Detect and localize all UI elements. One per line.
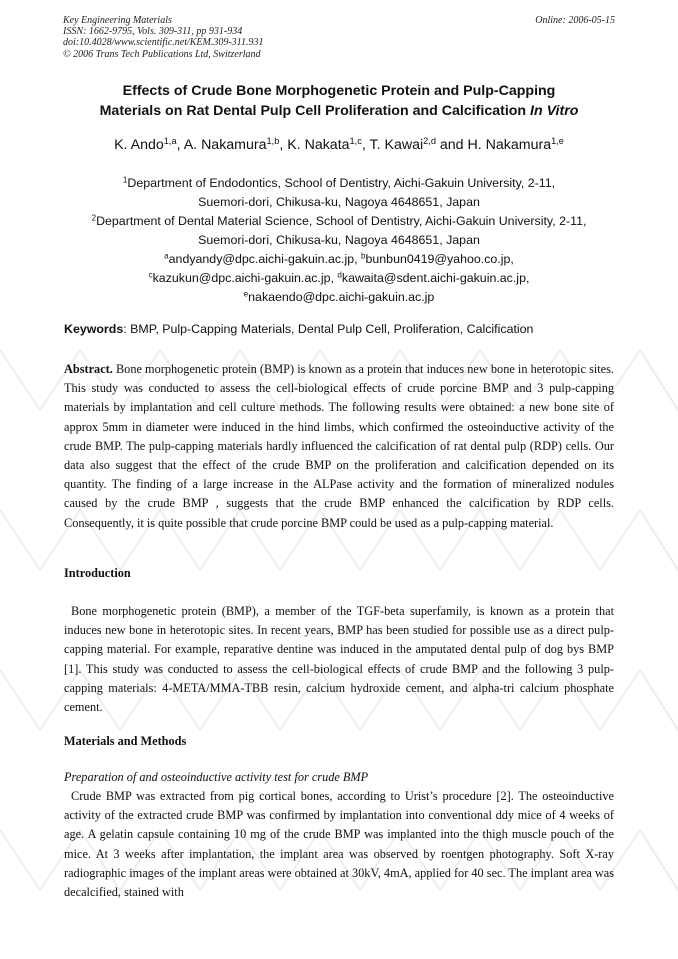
methods-paragraph: Crude BMP was extracted from pig cortical bones, according to Urist’s procedure [2]. The osteoinductive activity of the extracted crude BMP was confirmed by implantation into conventional ddy mice of 4 weeks of age. A gelatin capsule containing 10 mg of the crude BMP was implanted into the thigh muscle pouch of the mice. At 3 weeks after implantation, the implant area was observed by roentgen photography. Soft X-ray radiographic images of the implant areas were obtained at 30kV, 4mA, applied for 40 sec. The implant area was decalcified, stained with (64, 789, 614, 900)
abstract-paragraph (64, 360, 614, 533)
title-italic: In Vitro (530, 103, 579, 119)
keywords-line (64, 322, 533, 336)
online-date: Online: 2006-05-15 (535, 15, 615, 26)
journal-name: Key Engineering Materials (63, 15, 172, 26)
introduction-heading: Introduction (64, 566, 131, 580)
author: K. Nakata (287, 137, 350, 153)
title-line-2: Materials on Rat Dental Pulp Cell Proliferation and Calcification In Vitro (99, 103, 579, 119)
author: K. Ando (114, 137, 164, 153)
methods-heading: Materials and Methods (64, 734, 187, 748)
introduction-paragraph: Bone morphogenetic protein (BMP), a member of the TGF-beta superfamily, is known as a protein that induces new bone in heterotopic sites. In recent years, BMP has been studied for possible use as a direct pulp-capping material. For example, reparative dentine was induced in the amputated dental pulp of dog bys BMP [1]. This study was conducted to assess the cell-biological effects of crude BMP and the following 3 pulp-capping materials: 4-META/MMA-TBB resin, calcium hydroxide cement, and alpha-tri calcium phosphate cement. (64, 604, 614, 715)
issn-line: ISSN: 1662-9795, Vols. 309-311, pp 931-934 (63, 26, 243, 38)
author: A. Nakamura (183, 137, 267, 153)
keywords-label: Keywords (64, 322, 124, 336)
journal-header (63, 15, 263, 60)
author-list: K. Ando$^{1,a}$, A. Nakamura$^{1,b}$, K. Nakata$^{1,c}$, T. Kawai$^{2,d}$ and H. Nakamura$^{1,e}$ (114, 135, 564, 153)
title-line-1: Effects of Crude Bone Morphogenetic Protein and Pulp-Capping (122, 83, 556, 99)
affiliations (40, 174, 638, 307)
paper-title (40, 81, 638, 121)
doi-line: doi:10.4028/www.scientific.net/KEM.309-311.931 (63, 37, 264, 49)
email-line-1: $^a$andyandy@dpc.aichi-gakuin.ac.jp, $^b$bunbun0419@yahoo.co.jp, (164, 251, 514, 266)
affiliation-1-line-2: Suemori-dori, Chikusa-ku, Nagoya 4648651, Japan (198, 195, 480, 209)
author: T. Kawai (369, 137, 424, 153)
author: H. Nakamura (467, 137, 552, 153)
email-line-2: $^c$kazukun@dpc.aichi-gakuin.ac.jp, $^d$kawaita@sdent.aichi-gakuin.ac.jp, (148, 270, 530, 285)
affiliation-2-line-2: Suemori-dori, Chikusa-ku, Nagoya 4648651, Japan (198, 233, 480, 247)
email-line-3: $^e$nakaendo@dpc.aichi-gakuin.ac.jp (243, 289, 435, 304)
affiliation-1-line-1: $^1$Department of Endodontics, School of Dentistry, Aichi-Gakuin University, 2-11, (122, 175, 556, 190)
affiliation-2-line-1: $^2$Department of Dental Material Science, School of Dentistry, Aichi-Gakuin University, 2-11, (91, 213, 587, 228)
keywords-text: : BMP, Pulp-Capping Materials, Dental Pulp Cell, Proliferation, Calcification (123, 322, 534, 336)
abstract-text: Bone morphogenetic protein (BMP) is known as a protein that induces new bone in heterotopic sites. This study was conducted to assess the cell-biological effects of crude porcine BMP and 3 pulp-capping materials by implantation and cell culture methods. The following results were obtained: a new bone site of approx 5mm in diameter were induced in the hind limbs, which confirmed the osteoinductive activity of the crude BMP. The pulp-capping materials hardly influenced the calcification of rat dental pulp (RDP) cells. Our data also suggest that the effect of the crude BMP on the proliferation and calcification depended on its quantity. The finding of a large increase in the ALPase activity and the formation of mineralized nodules caused by the crude BMP , suggests that the crude BMP enhanced the calcification by RDP cells. Consequently, it is quite possible that crude porcine BMP could be used as a pulp-capping material. (64, 362, 614, 530)
methods-subheading: Preparation of and osteoinductive activity test for crude BMP (64, 770, 369, 784)
copyright-line: © 2006 Trans Tech Publications Ltd, Switzerland (63, 48, 261, 60)
abstract-label: Abstract. (64, 362, 113, 376)
